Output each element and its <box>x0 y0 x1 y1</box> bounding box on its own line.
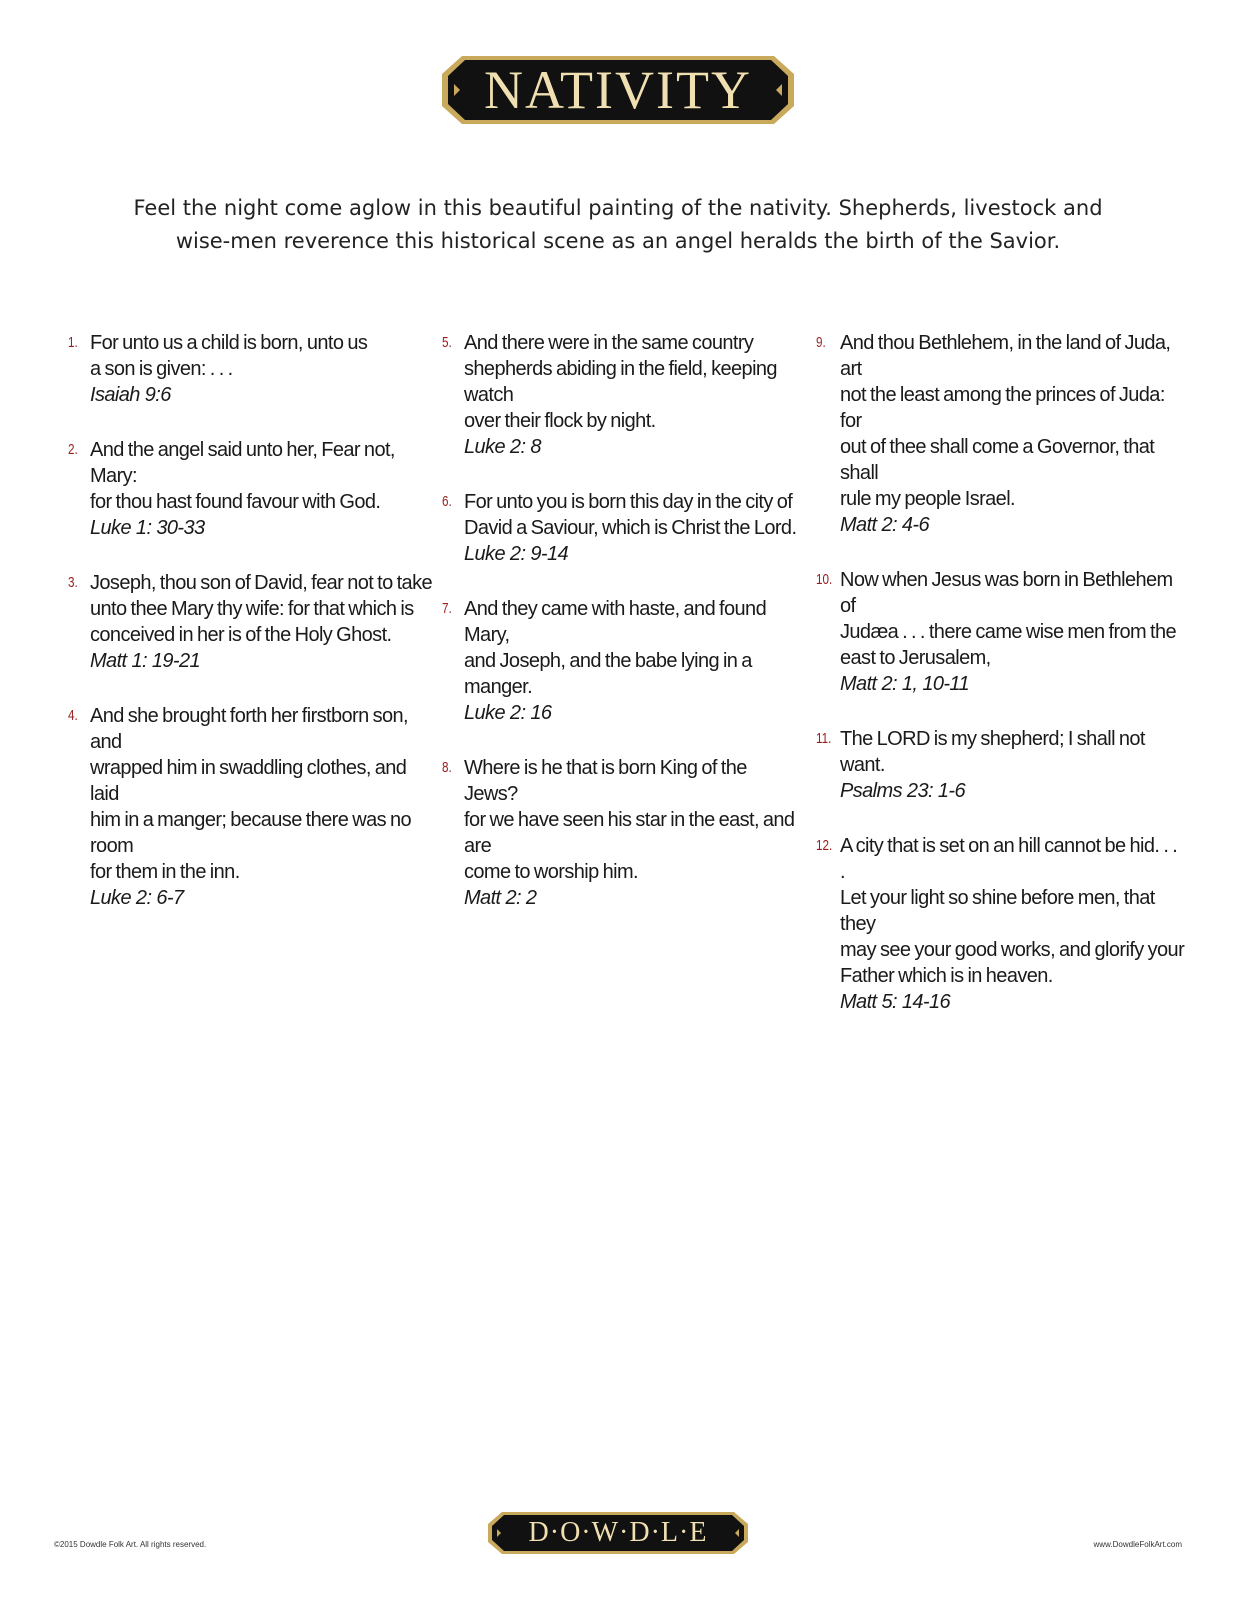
verse-item <box>816 330 1186 538</box>
verse-reference: Matt 1: 19-21 <box>90 650 201 672</box>
verse-number: 11. <box>816 730 832 747</box>
verse-column-2 <box>442 330 802 940</box>
verse-text: Joseph, thou son of David, fear not to take unto thee Mary thy wife: for that which is conceived in her is of the Holy Ghost. <box>90 572 432 646</box>
verse-text: And she brought forth her firstborn son, and wrapped him in swaddling clothes, and laid him in a manger; because there was no room for them in the inn. <box>90 705 411 883</box>
dowdle-logo <box>486 1510 750 1556</box>
logo-wordmark: D·O·W·D·L·E <box>528 1517 708 1548</box>
verse-number: 4. <box>68 707 78 724</box>
verse-text: Where is he that is born King of the Jews? for we have seen his star in the east, and are come to worship him. <box>464 757 795 883</box>
verse-text: Now when Jesus was born in Bethlehem of Judæa . . . there came wise men from the east to Jerusalem, <box>840 569 1177 669</box>
verse-reference: Matt 2: 2 <box>464 887 537 909</box>
verse-number: 5. <box>442 334 452 351</box>
verse-column-1 <box>68 330 438 940</box>
verse-item <box>816 833 1186 1015</box>
verse-item <box>68 437 438 541</box>
verse-item <box>68 330 438 408</box>
verse-item <box>442 755 802 911</box>
verse-number: 7. <box>442 600 452 617</box>
logo-text <box>486 1510 750 1556</box>
verse-item <box>442 596 802 726</box>
verse-reference: Isaiah 9:6 <box>90 384 171 406</box>
verse-text: And there were in the same country shepherds abiding in the field, keeping watch over their flock by night. <box>464 332 777 432</box>
verse-reference: Luke 2: 6-7 <box>90 887 184 909</box>
verse-reference: Luke 1: 30-33 <box>90 517 205 539</box>
verse-number: 1. <box>68 334 78 351</box>
verse-number: 9. <box>816 334 826 351</box>
verse-number: 12. <box>816 837 833 854</box>
verse-reference: Luke 2: 8 <box>464 436 541 458</box>
intro-line-1: Feel the night come aglow in this beautiful painting of the nativity. Shepherds, livestock and <box>133 196 1103 220</box>
verse-item <box>68 703 438 911</box>
title-plaque <box>440 54 796 126</box>
verse-text: And thou Bethlehem, in the land of Juda, art not the least among the princes of Juda: for out of thee shall come a Governor, that shall rule my people Israel. <box>840 332 1171 510</box>
verse-text: For unto you is born this day in the city of David a Saviour, which is Christ the Lord. <box>464 491 797 539</box>
verse-column-3 <box>816 330 1186 1044</box>
verse-reference: Matt 5: 14-16 <box>840 991 951 1013</box>
footer-copyright: ©2015 Dowdle Folk Art. All rights reserved. <box>54 1540 207 1549</box>
intro-line-2: wise-men reverence this historical scene as an angel heralds the birth of the Savior. <box>175 229 1061 253</box>
verse-text: And the angel said unto her, Fear not, Mary: for thou hast found favour with God. <box>90 439 395 513</box>
verse-item <box>816 567 1186 697</box>
intro-paragraph <box>120 192 1116 258</box>
verse-item <box>816 726 1186 804</box>
verse-text: And they came with haste, and found Mary, and Joseph, and the babe lying in a manger. <box>464 598 767 698</box>
verse-reference: Matt 2: 4-6 <box>840 514 929 536</box>
verse-reference: Luke 2: 9-14 <box>464 543 568 565</box>
page-title: NATIVITY <box>484 60 752 120</box>
verse-number: 2. <box>68 441 78 458</box>
verse-item <box>442 489 802 567</box>
verse-number: 3. <box>68 574 78 591</box>
verse-number: 6. <box>442 493 452 510</box>
verse-reference: Luke 2: 16 <box>464 702 552 724</box>
verse-text: A city that is set on an hill cannot be hid. . . . Let your light so shine before men, that they may see your good works, and glorify your Father which is in heaven. <box>840 835 1185 987</box>
verse-item <box>68 570 438 674</box>
verse-text: For unto us a child is born, unto us a son is given: . . . <box>90 332 368 380</box>
verse-reference: Matt 2: 1, 10-11 <box>840 673 969 695</box>
verse-number: 8. <box>442 759 452 776</box>
verse-number: 10. <box>816 571 833 588</box>
verse-reference: Psalms 23: 1-6 <box>840 780 965 802</box>
verse-text: The LORD is my shepherd; I shall not want. <box>840 728 1145 776</box>
verse-item <box>442 330 802 460</box>
footer-url: www.DowdleFolkArt.com <box>1093 1540 1182 1549</box>
